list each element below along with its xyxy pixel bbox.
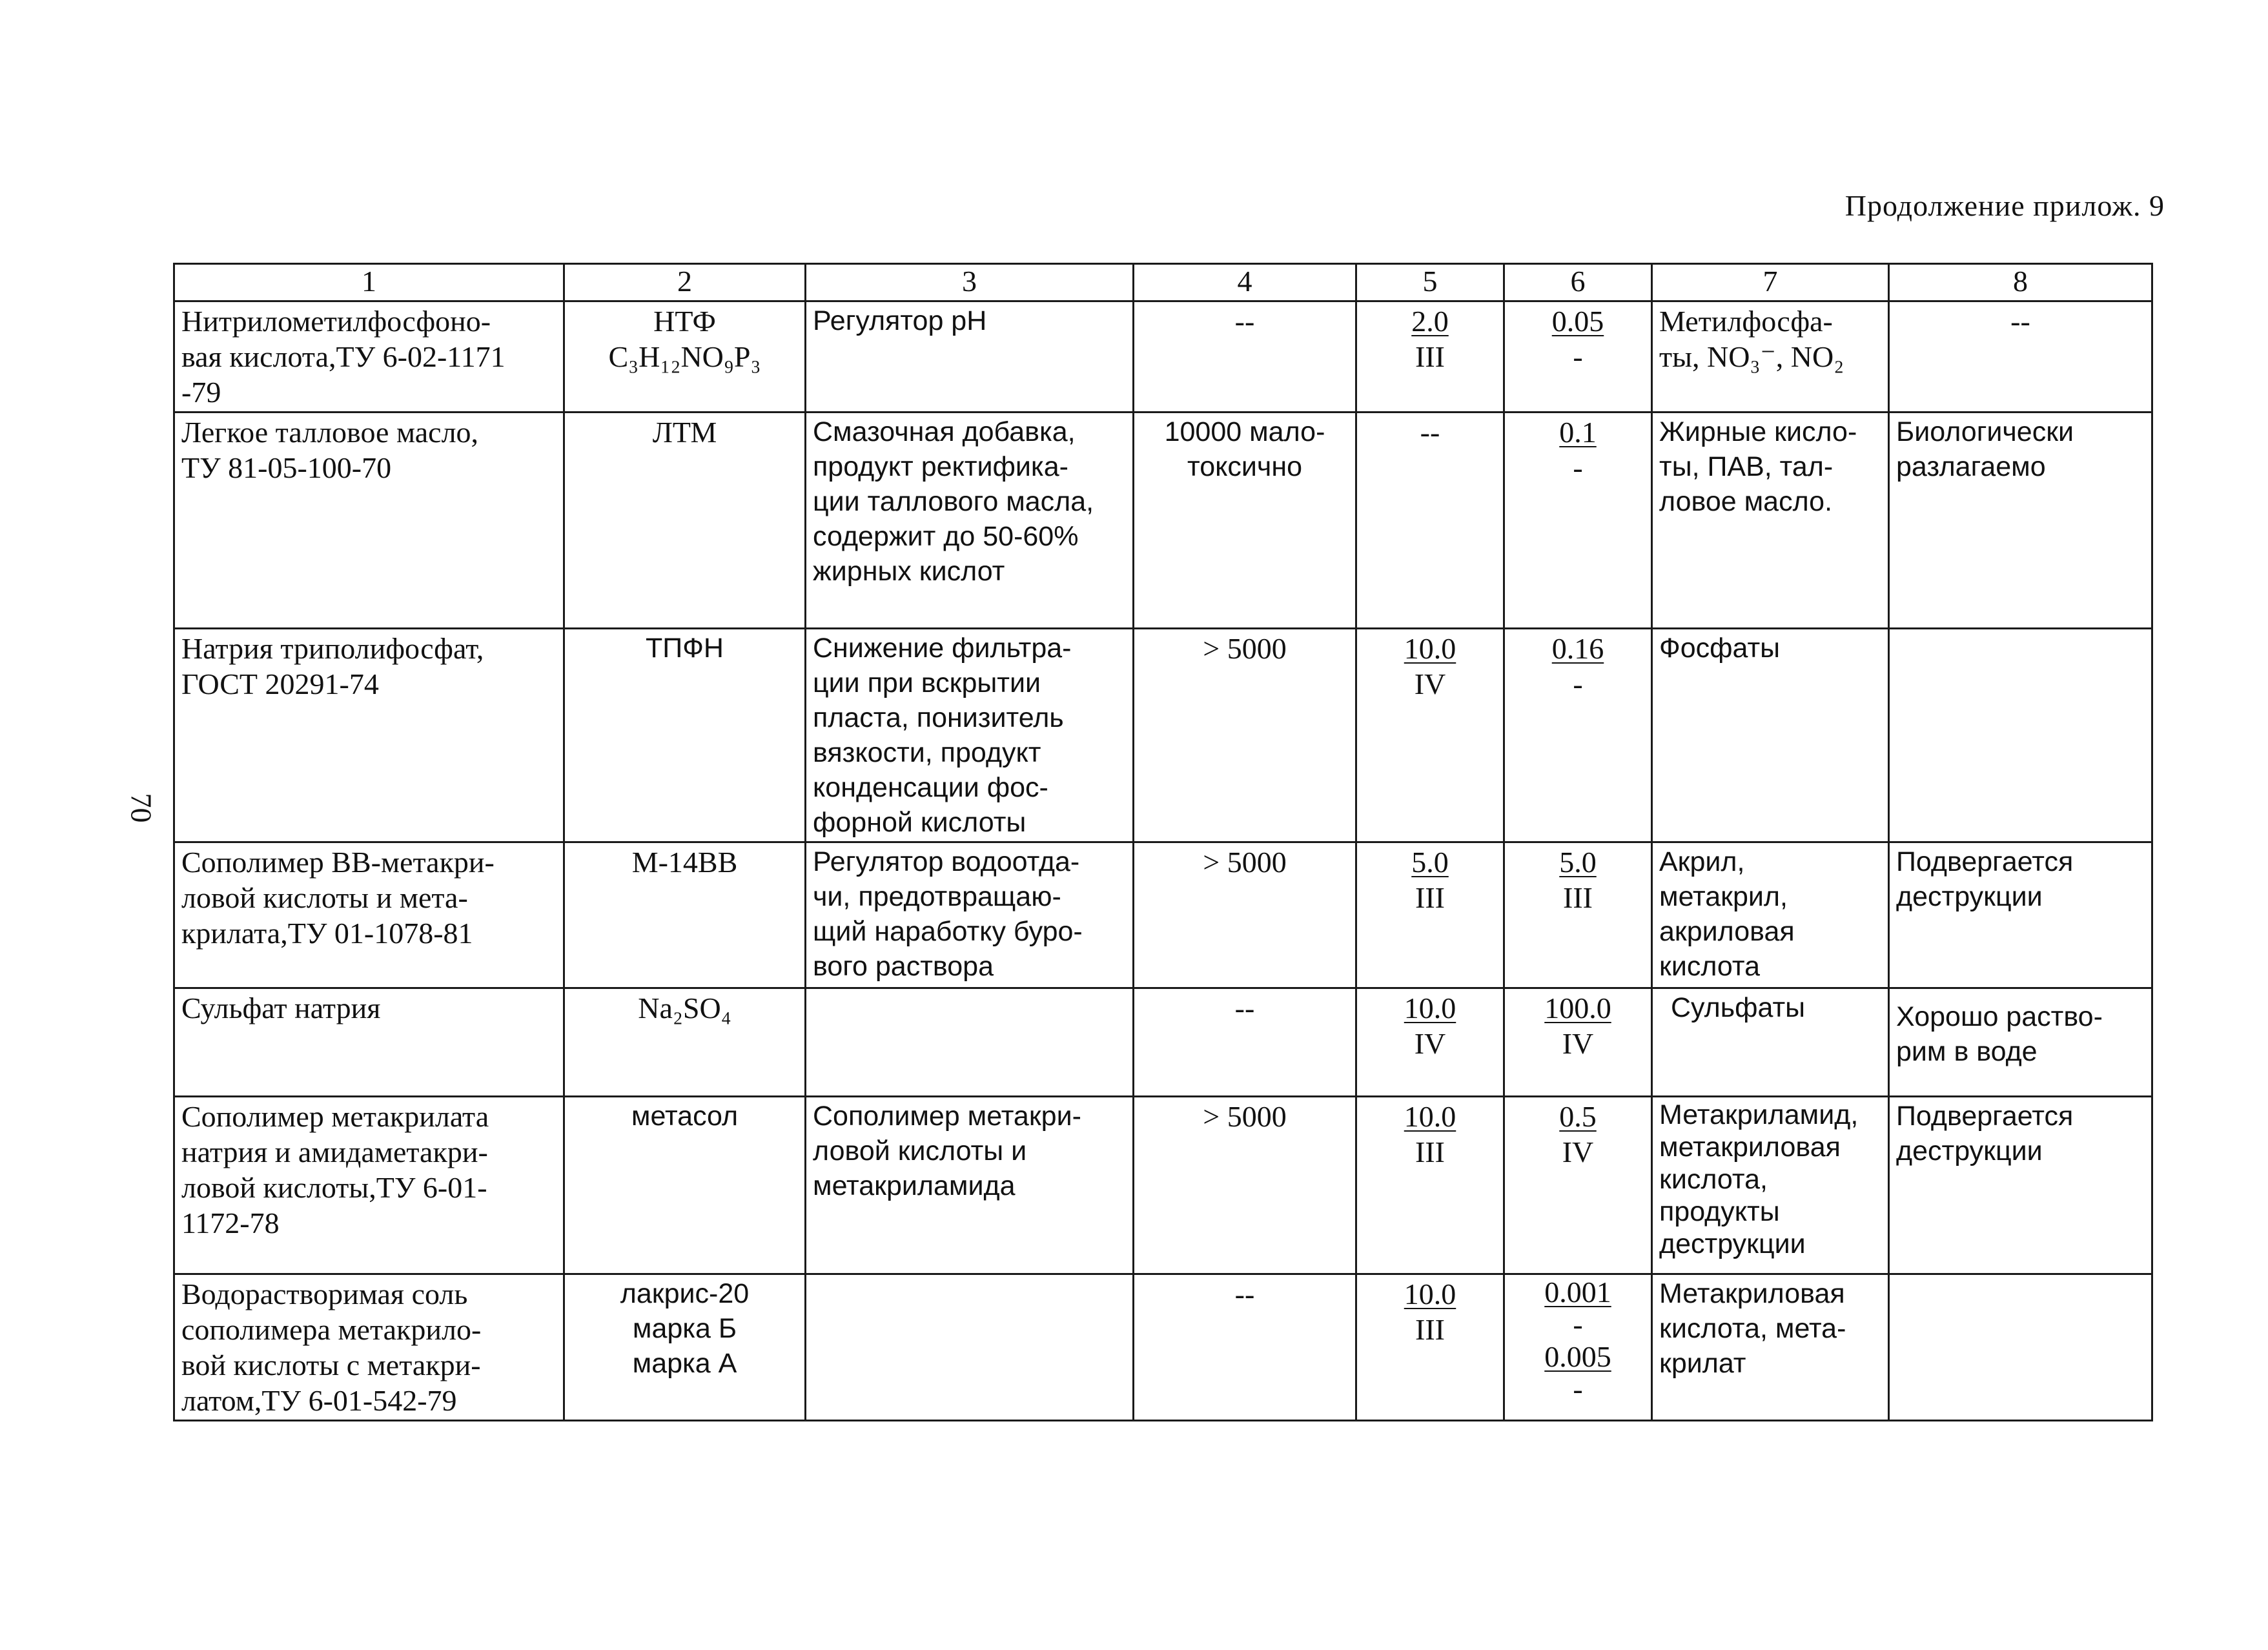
col5-cell: 10.0 III [1356,1097,1504,1274]
toxicity-cell: > 5000 [1134,842,1356,988]
note-cell: -- [1889,301,2152,412]
note-cell: Подвергается деструкции [1889,842,2152,988]
col5-cell: -- [1356,412,1504,629]
products-cell: Сульфаты [1652,988,1889,1097]
column-header: 1 [174,264,564,301]
substance-name-cell: Нитрилометилфосфоно- вая кислота,ТУ 6-02-1171 -79 [174,301,564,412]
products-cell: Акрил, метакрил, акриловая кислота [1652,842,1889,988]
code-cell: М-14ВВ [564,842,806,988]
column-header: 3 [806,264,1134,301]
purpose-cell: Сополимер метакри- ловой кислоты и метакриламида [806,1097,1134,1274]
substance-name-cell: Натрия триполифосфат, ГОСТ 20291-74 [174,629,564,842]
toxicity-cell: -- [1134,1274,1356,1421]
col5-cell: 2.0 III [1356,301,1504,412]
col6-cell: 5.0 III [1504,842,1652,988]
products-cell: Метилфосфа- ты, NO₃⁻, NO₂ [1652,301,1889,412]
toxicity-cell: 10000 мало- токсично [1134,412,1356,629]
table-row [174,629,2152,842]
substance-name-cell: Легкое талловое масло, ТУ 81-05-100-70 [174,412,564,629]
substance-name-cell: Сополимер ВВ-метакри- ловой кислоты и мета- крилата,ТУ 01-1078-81 [174,842,564,988]
column-header: 2 [564,264,806,301]
col6-cell: 0.001 - 0.005 - [1504,1274,1652,1421]
note-cell: Хорошо раство- рим в воде [1889,988,2152,1097]
col6-cell: 100.0 IV [1504,988,1652,1097]
code-cell: ТПФН [564,629,806,842]
substance-name-cell: Сульфат натрия [174,988,564,1097]
code-cell: ЛТМ [564,412,806,629]
column-header: 5 [1356,264,1504,301]
column-header: 7 [1652,264,1889,301]
code-cell: лакрис-20 марка Б марка А [564,1274,806,1421]
column-header: 4 [1134,264,1356,301]
toxicity-cell: -- [1134,301,1356,412]
col6-cell: 0.1 - [1504,412,1652,629]
products-cell: Метакриламид, метакриловая кислота, продукты деструкции [1652,1097,1889,1274]
code-cell: НТФ C₃H₁₂NO₉P₃ [564,301,806,412]
table-row [174,412,2152,629]
code-cell: метасол [564,1097,806,1274]
purpose-cell: Снижение фильтра- ции при вскрытии пласта, понизитель вязкости, продукт конденсации фос- форной кислоты [806,629,1134,842]
col5-cell: 5.0 III [1356,842,1504,988]
col5-cell: 10.0 IV [1356,629,1504,842]
col6-cell: 0.5 IV [1504,1097,1652,1274]
table-row [174,1097,2152,1274]
col6-cell: 0.16 - [1504,629,1652,842]
header-row [174,264,2152,301]
col5-cell: 10.0 III [1356,1274,1504,1421]
table-row [174,301,2152,412]
data-table [173,263,2153,1421]
toxicity-cell: > 5000 [1134,629,1356,842]
toxicity-cell: > 5000 [1134,1097,1356,1274]
page-header: Продолжение прилож. 9 [1844,189,2165,222]
note-cell [1889,1274,2152,1421]
products-cell: Жирные кисло- ты, ПАВ, тал- ловое масло. [1652,412,1889,629]
table-row [174,1274,2152,1421]
products-cell: Фосфаты [1652,629,1889,842]
note-cell: Биологически разлагаемо [1889,412,2152,629]
purpose-cell [806,988,1134,1097]
products-cell: Метакриловая кислота, мета- крилат [1652,1274,1889,1421]
table-row [174,842,2152,988]
note-cell [1889,629,2152,842]
note-cell: Подвергается деструкции [1889,1097,2152,1274]
purpose-cell [806,1274,1134,1421]
page-number: 70 [125,793,158,823]
col6-cell: 0.05 - [1504,301,1652,412]
column-header: 8 [1889,264,2152,301]
col5-cell: 10.0 IV [1356,988,1504,1097]
toxicity-cell: -- [1134,988,1356,1097]
code-cell: Na₂SO₄ [564,988,806,1097]
purpose-cell: Смазочная добавка, продукт ректифика- ции таллового масла, содержит до 50-60% жирных кислот [806,412,1134,629]
purpose-cell: Регулятор рН [806,301,1134,412]
column-header: 6 [1504,264,1652,301]
substance-name-cell: Сополимер метакрилата натрия и амидаметакри- ловой кислоты,ТУ 6-01- 1172-78 [174,1097,564,1274]
purpose-cell: Регулятор водоотда- чи, предотвращаю- щий наработку буро- вого раствора [806,842,1134,988]
substance-name-cell: Водорастворимая соль сополимера метакрило- вой кислоты с метакри- латом,ТУ 6-01-542-79 [174,1274,564,1421]
table-row [174,988,2152,1097]
